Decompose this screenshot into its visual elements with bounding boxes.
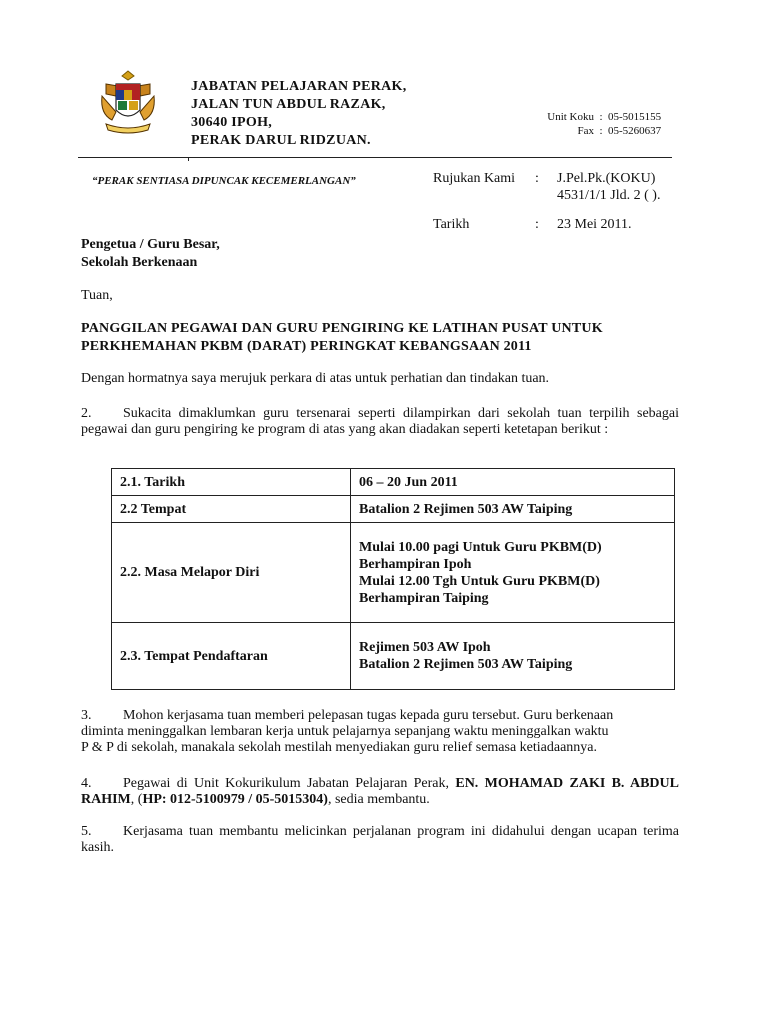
paragraph-text: Mohon kerjasama tuan memberi pelepasan tugas kepada guru tersebut. Guru berkenaan <box>123 708 614 723</box>
letterhead-divider <box>78 157 672 158</box>
contact-row <box>532 124 661 138</box>
paragraph-text: diminta meninggalkan lembaran kerja untuk pelajarnya sepanjang waktu meninggalkan waktu <box>81 724 609 739</box>
table-value <box>351 469 675 496</box>
address-line: 30640 IPOH, <box>191 115 273 130</box>
program-details-table <box>111 468 675 690</box>
letter-subject: PANGGILAN PEGAWAI DAN GURU PENGIRING KE LATIHAN PUSAT UNTUK PERKHEMAHAN PKBM (DARAT) PERINGKAT KEBANGSAAN 2011 <box>81 321 603 354</box>
address-line: PERAK DARUL RIDZUAN. <box>191 133 371 148</box>
contact-value: 05-5260637 <box>608 125 662 137</box>
contact-value: 05-5015155 <box>608 111 662 123</box>
contact-phone: HP: 012-5100979 / 05-5015304) <box>142 792 328 807</box>
table-value-line: Berhampiran Ipoh <box>359 556 472 572</box>
paragraph-text: Sukacita dimaklumkan guru tersenarai seperti dilampirkan dari sekolah tuan terpilih sebagai pegawai dan guru pengiring ke program di atas yang akan diadakan seperti ketetapan berikut : <box>81 406 679 437</box>
letterhead-address <box>191 78 407 150</box>
rujukan-row-2 <box>433 187 660 204</box>
paragraph-number: 2. <box>81 406 92 421</box>
table-value <box>351 623 675 690</box>
table-key: 2.3. Tempat Pendaftaran <box>112 623 351 690</box>
contact-person-name: EN. MOHAMAD ZAKI B. ABDUL RAHIM <box>81 776 679 807</box>
motto: “PERAK SENTIASA DIPUNCAK KECEMERLANGAN” <box>92 175 356 187</box>
recipient-block <box>81 236 220 272</box>
paragraph-text: P & P di sekolah, manakala sekolah mestilah menyediakan guru relief semasa ketiadaannya. <box>81 740 598 755</box>
table-value-line: Batalion 2 Rejimen 503 AW Taiping <box>359 657 573 672</box>
table-key: 2.2. Masa Melapor Diri <box>112 523 351 623</box>
tarikh-colon: : <box>535 217 539 232</box>
letterhead-contacts <box>532 110 661 138</box>
rujukan-label: Rujukan Kami <box>433 171 516 186</box>
rujukan-value-line1: J.Pel.Pk.(KOKU) <box>557 171 656 186</box>
paragraph-5 <box>81 824 679 856</box>
recipient-line: Pengetua / Guru Besar, <box>81 237 220 252</box>
table-key: 2.1. Tarikh <box>112 469 351 496</box>
paragraph-text: Pegawai di Unit Kokurikulum Jabatan Pelajaran Perak, <box>123 776 456 791</box>
contact-separator: : <box>599 111 603 123</box>
table-row <box>112 496 675 523</box>
paragraph-text: , ( <box>130 792 143 807</box>
table-value-line: Rejimen 503 AW Ipoh <box>359 640 491 655</box>
table-value-line: Mulai 10.00 pagi Untuk Guru PKBM(D) <box>359 539 602 555</box>
table-value <box>351 523 675 623</box>
rujukan-colon: : <box>535 171 539 186</box>
contact-separator: : <box>599 125 603 137</box>
letterhead-divider-tick <box>188 157 189 161</box>
paragraph-1: Dengan hormatnya saya merujuk perkara di atas untuk perhatian dan tindakan tuan. <box>81 371 550 386</box>
address-line: JALAN TUN ABDUL RAZAK, <box>191 97 386 112</box>
paragraph-3 <box>81 708 679 756</box>
recipient-line: Sekolah Berkenaan <box>81 255 198 270</box>
contact-label: Fax <box>577 125 594 137</box>
paragraph-number: 3. <box>81 708 92 723</box>
rujukan-row <box>433 170 660 187</box>
tarikh-label: Tarikh <box>433 217 470 232</box>
paragraph-text: , sedia membantu. <box>327 792 430 807</box>
table-row <box>112 469 675 496</box>
table-value <box>351 496 675 523</box>
table-row <box>112 523 675 623</box>
address-line: JABATAN PELAJARAN PERAK, <box>191 79 407 94</box>
table-value-line: Batalion 2 Rejimen 503 AW Taiping <box>359 501 573 517</box>
contact-row <box>532 110 661 124</box>
salutation: Tuan, <box>81 288 113 303</box>
paragraph-2 <box>81 406 679 438</box>
paragraph-text: Kerjasama tuan membantu melicinkan perjalanan program ini didahului dengan ucapan terima kasih. <box>81 824 679 855</box>
reference-block <box>433 170 660 233</box>
table-value-line: Mulai 12.00 Tgh Untuk Guru PKBM(D) <box>359 573 600 589</box>
table-value-line: 06 – 20 Jun 2011 <box>359 474 458 490</box>
paragraph-number: 4. <box>81 776 92 791</box>
table-row <box>112 623 675 690</box>
rujukan-value-line2: 4531/1/1 Jld. 2 ( ). <box>557 188 661 203</box>
tarikh-value: 23 Mei 2011. <box>557 217 632 232</box>
contact-label: Unit Koku <box>547 111 594 123</box>
coat-of-arms-logo <box>92 70 164 142</box>
table-value-line: Berhampiran Taiping <box>359 590 489 606</box>
tarikh-row <box>433 216 660 233</box>
table-key: 2.2 Tempat <box>112 496 351 523</box>
paragraph-4 <box>81 776 679 808</box>
paragraph-number: 5. <box>81 824 92 839</box>
